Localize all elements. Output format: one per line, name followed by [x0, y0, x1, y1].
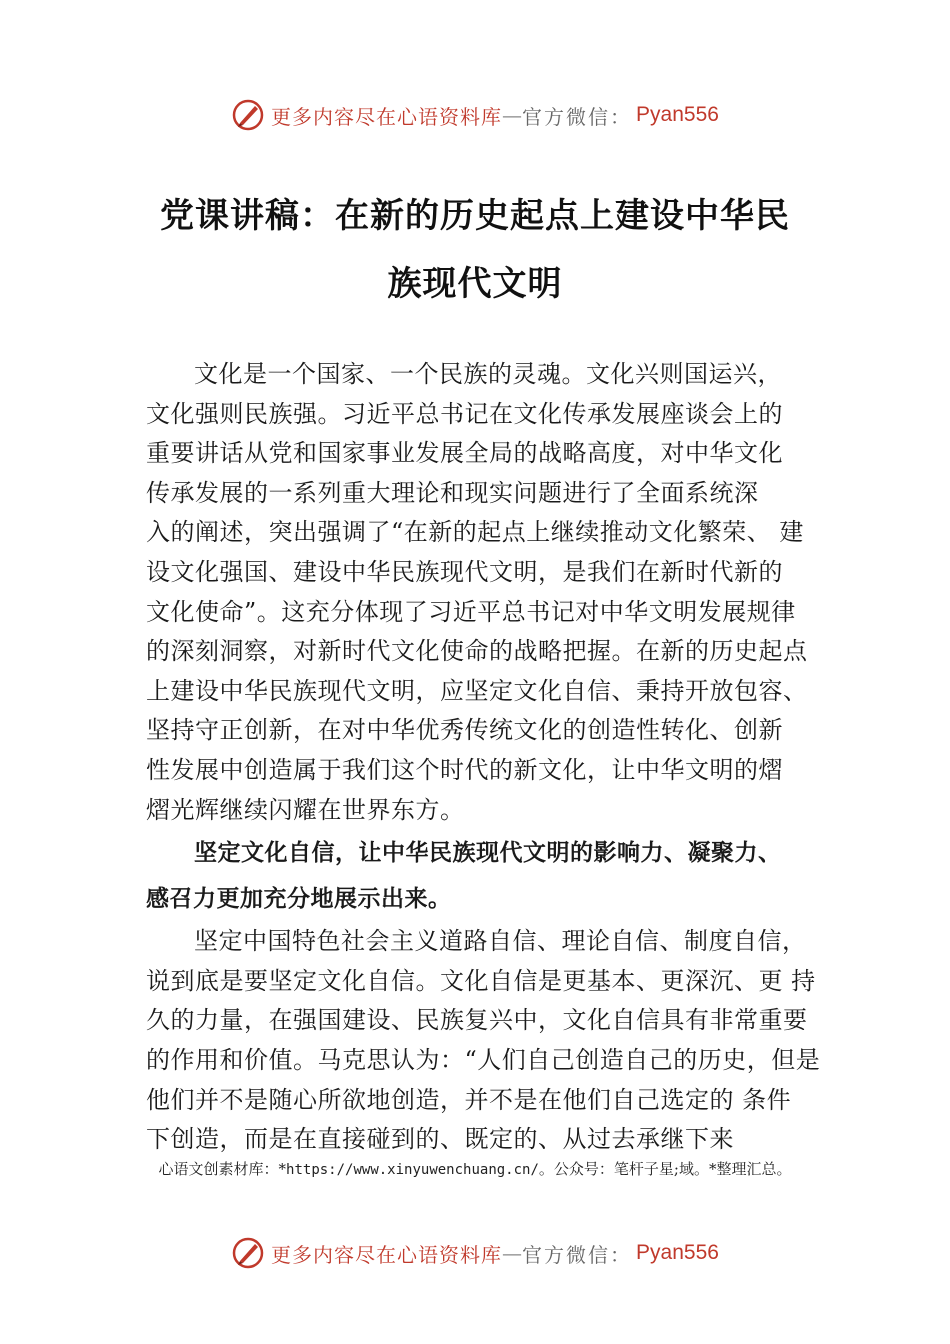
body-line: 下创造，而是在直接碰到的、既定的、从过去承继下来 [146, 1125, 734, 1154]
promo-text: 更多内容尽在心语资料库 [271, 104, 503, 129]
body-line: 性发展中创造属于我们这个时代的新文化，让中华文明的熠 [146, 755, 783, 784]
body-line: 文化是一个国家、一个民族的灵魂。文化兴则国运兴， [194, 360, 782, 388]
document-body [146, 355, 821, 1160]
bottom-banner [0, 1233, 950, 1273]
body-line: 熠光辉继续闪耀在世界东方。 [146, 795, 465, 824]
source-note [0, 1158, 950, 1179]
body-line: 文化使命”。这充分体现了习近平总书记对中华文明发展规律 [146, 597, 796, 626]
wechat-id: Pyan556 [636, 1241, 719, 1264]
pen-circle-logo-icon [231, 1236, 265, 1270]
source-url: https://www.xinyuwenchuang.cn/ [286, 1162, 539, 1178]
body-line: 他们并不是随心所欲地创造，并不是在他们自己选定的 条件 [146, 1085, 792, 1114]
body-line: 设文化强国、建设中华民族现代文明，是我们在新时代新的 [146, 557, 783, 586]
body-line: 坚定中国特色社会主义道路自信、理论自信、制度自信， [194, 927, 807, 956]
body-line: 坚持守正创新，在对中华优秀传统文化的创造性转化、创新 [146, 716, 783, 745]
banner-separator: — [502, 1241, 523, 1265]
body-line: 传承发展的一系列重大理论和现实问题进行了全面系统深 [146, 478, 759, 507]
source-suffix: 。公众号：笔杆子星;域。*整理汇总。 [538, 1160, 792, 1178]
wechat-label: 官方微信： [522, 104, 633, 129]
document-title-line-2: 族现代文明 [387, 264, 563, 304]
section-heading-line: 坚定文化自信，让中华民族现代文明的影响力、凝聚力、 [194, 840, 782, 867]
body-line: 重要讲话从党和国家事业发展全局的战略高度，对中华文化 [146, 439, 783, 468]
promo-text: 更多内容尽在心语资料库 [271, 1242, 503, 1267]
top-banner [0, 95, 950, 135]
body-line: 的作用和价值。马克思认为：“人们自己创造自己的历史，但是 [146, 1045, 821, 1074]
banner-separator: — [502, 103, 523, 127]
document-title-line-1: 党课讲稿：在新的历史起点上建设中华民 [160, 196, 790, 236]
wechat-id: Pyan556 [636, 103, 719, 126]
source-prefix: 心语文创素材库：* [158, 1160, 287, 1178]
body-line: 上建设中华民族现代文明，应坚定文化自信、秉持开放包容、 [146, 676, 808, 705]
body-line: 说到底是要坚定文化自信。文化自信是更基本、更深沉、更 持 [146, 966, 816, 995]
body-line: 久的力量，在强国建设、民族复兴中，文化自信具有非常重要 [146, 1006, 808, 1035]
body-line: 入的阐述，突出强调了“在新的起点上继续推动文化繁荣、 建 [146, 518, 804, 547]
body-line: 文化强则民族强。习近平总书记在文化传承发展座谈会上的 [146, 399, 783, 428]
pen-circle-logo-icon [231, 98, 265, 132]
wechat-label: 官方微信： [522, 1242, 633, 1267]
body-line: 的深刻洞察，对新时代文化使命的战略把握。在新的历史起点 [146, 637, 808, 666]
section-heading-line: 感召力更加充分地展示出来。 [146, 886, 452, 913]
